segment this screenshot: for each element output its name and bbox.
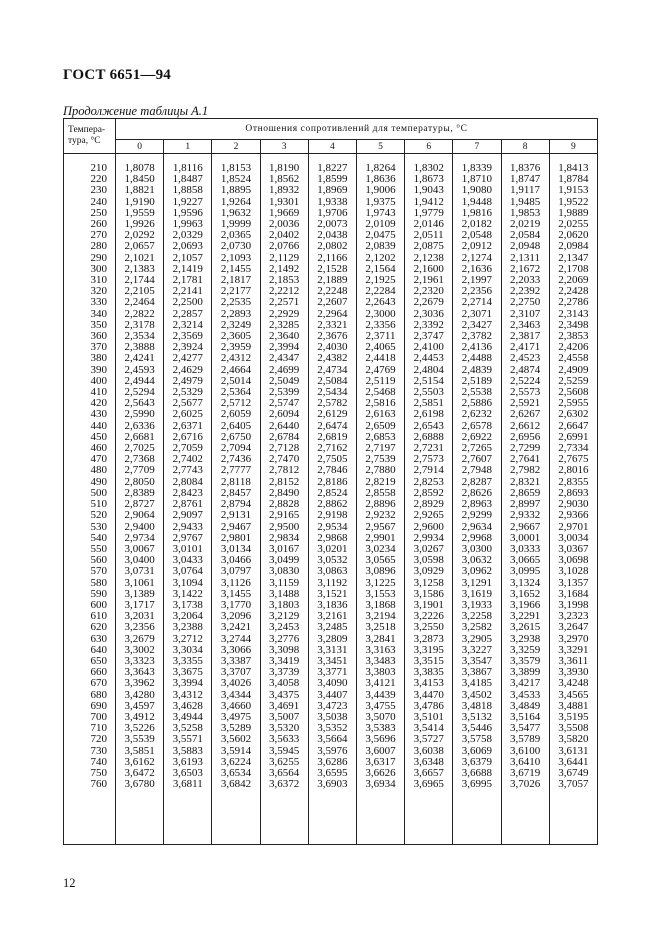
ratio-column-8: 1,8376 1,8747 1,9117 1,9485 1,9853 2,0219 2,0584 2,0948 2,1311 2,1672 2,2033 2,2392 2,2750 2,3107 2,3463 2,3817 2,4171 2,4523 2,4874 2,5224 2,5573 2,5921 2,6267 2,6612 2,6956 2,7299 2,7641 2,7982 2,8321 2,8659 2,8997 2,9332 2,9667 3,0001 3,0333 3,0665 3,0995 3,1324 3,1652 3,1966 3,2291 3,2615 3,2938 3,3259 3,3579 3,3899 3,4217 3,4533 3,4849 3,5164 3,5477 3,5789 3,6100 3,6410 3,6719 3,7026	[501, 154, 549, 845]
temperature-column: 210 220 230 240 250 260 270 280 290 300 310 320 330 340 350 360 370 380 390 400 410 420 430 440 450 460 470 480 490 500 510 520 530 540 550 560 570 580 590 600 610 620 630 640 650 660 670 680 690 700 710 720 730 740 750 760	[64, 154, 116, 845]
subcolumn-header-2: 2	[212, 140, 260, 154]
subcolumn-header-0: 0	[116, 140, 164, 154]
subcolumn-header-3: 3	[260, 140, 308, 154]
temperature-column-header: Темпера- тура, °С	[64, 119, 116, 154]
standard-header: ГОСТ 6651—94	[63, 67, 172, 83]
subcolumn-header-4: 4	[308, 140, 356, 154]
subcolumn-header-6: 6	[405, 140, 453, 154]
ratio-column-6: 1,8302 1,8673 1,9043 1,9412 1,9779 2,0146 2,0511 2,0875 2,1238 2,1600 2,1961 2,2320 2,2679 2,3036 2,3392 2,3747 2,4100 2,4453 2,4804 2,5154 2,5503 2,5851 2,6198 2,6543 2,6888 2,7231 2,7573 2,7914 2,8253 2,8592 2,8929 2,9265 2,9600 2,9934 3,0267 3,0598 3,0929 3,1258 3,1586 3,1901 3,2226 3,2550 3,2873 3,3195 3,3515 3,3835 3,4153 3,4470 3,4786 3,5101 3,5414 3,5727 3,6038 3,6348 3,6657 3,6965	[405, 154, 453, 845]
ratio-column-5: 1,8264 1,8636 1,9006 1,9375 1,9743 2,0109 2,0475 2,0839 2,1202 2,1564 2,1925 2,2284 2,2643 2,3000 2,3356 2,3711 2,4065 2,4418 2,4769 2,5119 2,5468 2,5816 2,6163 2,6509 2,6853 2,7197 2,7539 2,7880 2,8219 2,8558 2,8896 2,9232 2,9567 2,9901 3,0234 3,0565 3,0896 3,1225 3,1553 3,1868 3,2194 3,2518 3,2841 3,3163 3,3483 3,3803 3,4121 3,4439 3,4755 3,5070 3,5383 3,5696 3,6007 3,6317 3,6626 3,6934	[356, 154, 404, 845]
table-body-row	[64, 154, 598, 845]
ratio-column-9: 1,8413 1,8784 1,9153 1,9522 1,9889 2,0255 2,0620 2,0984 2,1347 2,1708 2,2069 2,2428 2,2786 2,3143 2,3498 2,3853 2,4206 2,4558 2,4909 2,5259 2,5608 2,5955 2,6302 2,6647 2,6991 2,7334 2,7675 2,8016 2,8355 2,8693 2,9030 2,9366 2,9701 3,0034 3,0367 3,0698 3,1028 3,1357 3,1684 3,1998 3,2323 3,2647 3,2970 3,3291 3,3611 3,3930 3,4248 3,4565 3,4881 3,5195 3,5508 3,5820 3,6131 3,6441 3,6749 3,7057	[549, 154, 597, 845]
ratio-column-1: 1,8116 1,8487 1,8858 1,9227 1,9596 1,9963 2,0329 2,0693 2,1057 2,1419 2,1781 2,2141 2,2500 2,2857 2,3214 2,3569 2,3924 2,4277 2,4629 2,4979 2,5329 2,5677 2,6025 2,6371 2,6716 2,7059 2,7402 2,7743 2,8084 2,8423 2,8761 2,9097 2,9433 2,9767 3,0101 3,0433 3,0764 3,1094 3,1422 3,1738 3,2064 3,2388 3,2712 3,3034 3,3355 3,3675 3,3994 3,4312 3,4628 3,4944 3,5258 3,5571 3,5883 3,6193 3,6503 3,6811	[164, 154, 212, 845]
subcolumn-header-1: 1	[164, 140, 212, 154]
ratio-column-3: 1,8190 1,8562 1,8932 1,9301 1,9669 2,0036 2,0402 2,0766 2,1129 2,1492 2,1853 2,2212 2,2571 2,2929 2,3285 2,3640 2,3994 2,4347 2,4699 2,5049 2,5399 2,5747 2,6094 2,6440 2,6784 2,7128 2,7470 2,7812 2,8152 2,8490 2,8828 2,9165 2,9500 2,9834 3,0167 3,0499 3,0830 3,1159 3,1488 3,1803 3,2129 3,2453 3,2776 3,3098 3,3419 3,3739 3,4058 3,4375 3,4691 3,5007 3,5320 3,5633 3,5945 3,6255 3,6564 3,6372	[260, 154, 308, 845]
subcolumn-header-9: 9	[549, 140, 597, 154]
page-number: 12	[63, 876, 76, 890]
subcolumn-header-7: 7	[453, 140, 501, 154]
ratio-group-header: Отношения сопротивлений для температуры, °С	[116, 119, 598, 140]
ratio-column-7: 1,8339 1,8710 1,9080 1,9448 1,9816 2,0182 2,0548 2,0912 2,1274 2,1636 2,1997 2,2356 2,2714 2,3071 2,3427 2,3782 2,4136 2,4488 2,4839 2,5189 2,5538 2,5886 2,6232 2,6578 2,6922 2,7265 2,7607 2,7948 2,8287 2,8626 2,8963 2,9299 2,9634 2,9968 3,0300 3,0632 3,0962 3,1291 3,1619 3,1933 3,2258 3,2582 3,2905 3,3227 3,3547 3,3867 3,4185 3,4502 3,4818 3,5132 3,5446 3,5758 3,6069 3,6379 3,6688 3,6995	[453, 154, 501, 845]
ratio-column-0: 1,8078 1,8450 1,8821 1,9190 1,9559 1,9926 2,0292 2,0657 2,1021 2,1383 2,1744 2,2105 2,2464 2,2822 2,3178 2,3534 2,3888 2,4241 2,4593 2,4944 2,5294 2,5643 2,5990 2,6336 2,6681 2,7025 2,7368 2,7709 2,8050 2,8389 2,8727 2,9064 2,9400 2,9734 3,0067 3,0400 3,0731 3,1061 3,1389 3,1717 3,2031 3,2356 3,2679 3,3002 3,3323 3,3643 3,3962 3,4280 3,4597 3,4912 3,5226 3,5539 3,5851 3,6162 3,6472 3,6780	[116, 154, 164, 845]
subcolumn-header-8: 8	[501, 140, 549, 154]
table-caption: Продолжение таблицы А.1	[63, 104, 209, 118]
subcolumn-header-5: 5	[356, 140, 404, 154]
resistance-ratio-table	[63, 118, 598, 845]
ratio-column-2: 1,8153 1,8524 1,8895 1,9264 1,9632 1,9999 2,0365 2,0730 2,1093 2,1455 2,1817 2,2177 2,2535 2,2893 2,3249 2,3605 2,3959 2,4312 2,4664 2,5014 2,5364 2,5712 2,6059 2,6405 2,6750 2,7094 2,7436 2,7777 2,8118 2,8457 2,8794 2,9131 2,9467 2,9801 3,0134 3,0466 3,0797 3,1126 3,1455 3,1770 3,2096 3,2421 3,2744 3,3066 3,3387 3,3707 3,4026 3,4344 3,4660 3,4975 3,5289 3,5602 3,5914 3,6224 3,6534 3,6842	[212, 154, 260, 845]
ratio-column-4: 1,8227 1,8599 1,8969 1,9338 1,9706 2,0073 2,0438 2,0802 2,1166 2,1528 2,1889 2,2248 2,2607 2,2964 2,3321 2,3676 2,4030 2,4382 2,4734 2,5084 2,5434 2,5782 2,6129 2,6474 2,6819 2,7162 2,7505 2,7846 2,8186 2,8524 2,8862 2,9198 2,9534 2,9868 3,0201 3,0532 3,0863 3,1192 3,1521 3,1836 3,2161 3,2485 3,2809 3,3131 3,3451 3,3771 3,4090 3,4407 3,4723 3,5038 3,5352 3,5664 3,5976 3,6286 3,6595 3,6903	[308, 154, 356, 845]
